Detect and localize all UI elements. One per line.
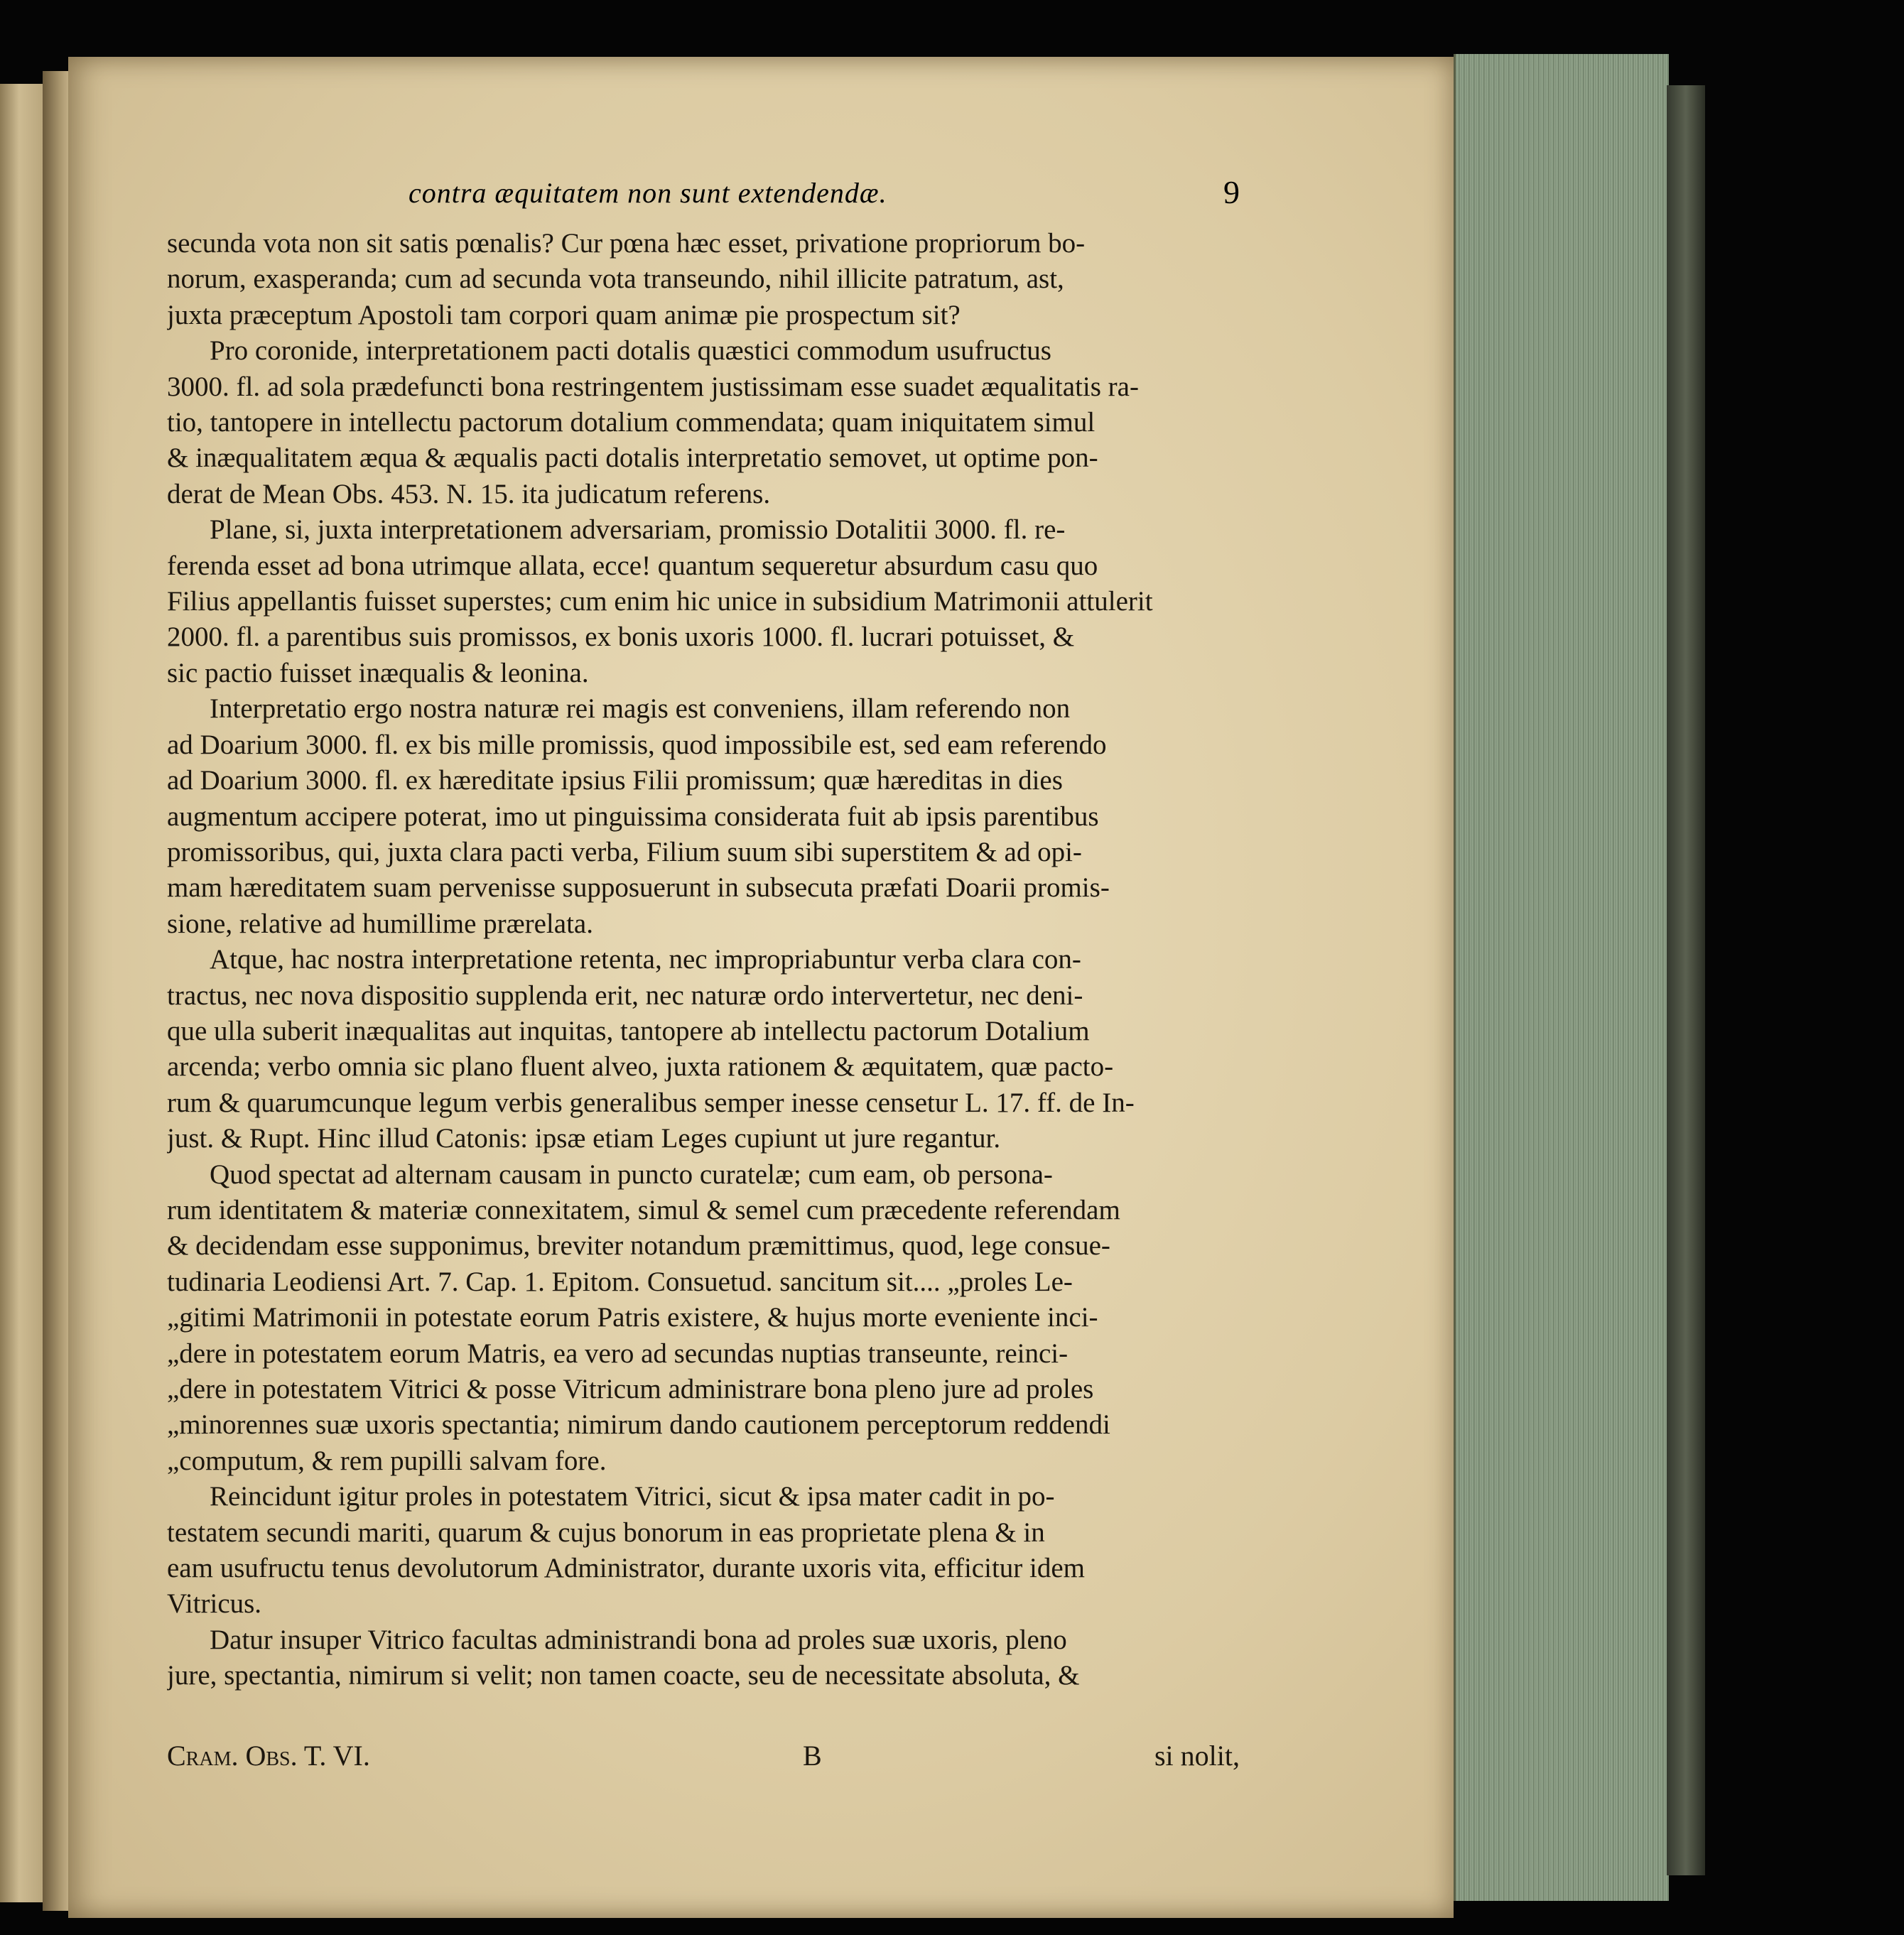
paragraph [167,1157,1240,1480]
text-line: juxta præceptum Apostoli tam corpori quam animæ pie prospectum sit? [167,299,961,330]
paragraph [167,1479,1240,1622]
text-line: promissoribus, qui, juxta clara pacti verba, Filium suum sibi superstitem & ad opi- [167,836,1082,867]
text-line: que ulla suberit inæqualitas aut inquitas, tantopere ab intellectu pactorum Dotalium [167,1015,1090,1046]
signature-line: Cram. Obs. T. VI. [167,1740,370,1772]
text-line: tudinaria Leodiensi Art. 7. Cap. 1. Epitom. Consuetud. sancitum sit.... „proles Le- [167,1266,1073,1297]
left-page-edge [0,84,45,1902]
text-line: sic pactio fuisset inæqualis & leonina. [167,657,589,688]
text-line: 3000. fl. ad sola prædefuncti bona restringentem justissimam esse suadet æqualitatis ra- [167,371,1139,402]
text-line: derat de Mean Obs. 453. N. 15. ita judicatum referens. [167,478,771,509]
text-line: ferenda esset ad bona utrimque allata, ecce! quantum sequeretur absurdum casu quo [167,550,1098,581]
text-line: & decidendam esse supponimus, breviter notandum præmittimus, quod, lege consue- [167,1230,1110,1262]
text-line: „minorennes suæ uxoris spectantia; nimirum dando cautionem perceptorum reddendi [167,1409,1110,1441]
text-line: Interpretatio ergo nostra naturæ rei magis est conveniens, illam referendo non [210,693,1071,725]
catchword: si nolit, [1154,1740,1240,1772]
paragraph [167,1622,1240,1694]
text-line: Atque, hac nostra interpretatione retenta, nec impropriabuntur verba clara con- [210,944,1081,975]
text-line: sione, relative ad humillime prærelata. [167,908,593,939]
text-line: secunda vota non sit satis pœnalis? Cur pœna hæc esset, privatione propriorum bo- [167,228,1086,259]
text-line: ad Doarium 3000. fl. ex hæreditate ipsius Filii promissum; quæ hæreditas in dies [167,765,1063,796]
text-line: Reincidunt igitur proles in potestatem Vitrici, sicut & ipsa mater cadit in po- [210,1481,1055,1512]
text-line: Quod spectat ad alternam causam in puncto curatelæ; cum eam, ob persona- [210,1159,1053,1190]
text-line: tio, tantopere in intellectu pactorum dotalium commendata; quam iniquitatem simul [167,407,1096,438]
text-line: Datur insuper Vitrico facultas administrandi bona ad proles suæ uxoris, pleno [210,1624,1067,1655]
text-line: Plane, si, juxta interpretationem adversariam, promissio Dotalitii 3000. fl. re- [210,514,1066,546]
text-line: „gitimi Matrimonii in potestate eorum Patris existere, & hujus morte eveniente inci- [167,1302,1098,1333]
text-line: ad Doarium 3000. fl. ex bis mille promissis, quod impossibile est, sed eam referendo [167,729,1107,760]
text-line: mam hæreditatem suam pervenisse supposuerunt in subsecuta præfati Doarii promis- [167,872,1110,904]
text-line: Pro coronide, interpretationem pacti dotalis quæstici commodum usufructus [210,335,1051,367]
text-line: norum, exasperanda; cum ad secunda vota transeundo, nihil illicite patratum, ast, [167,264,1064,295]
text-line: augmentum accipere poterat, imo ut pinguissima considerata fuit ab ipsis parentibus [167,801,1099,832]
paragraph [167,942,1240,1156]
text-line: just. & Rupt. Hinc illud Catonis: ipsæ etiam Leges cupiunt ut jure regantur. [167,1123,1001,1154]
text-line: jure, spectantia, nimirum si velit; non tamen coacte, seu de necessitate absoluta, & [167,1660,1080,1691]
text-line: Filius appellantis fuisset superstes; cum enim hic unice in subsidium Matrimonii attulerit [167,586,1153,617]
text-line: „dere in potestatem Vitrici & posse Vitricum administrare bona pleno jure ad proles [167,1374,1094,1404]
text-line: Vitricus. [167,1588,262,1620]
signature-mark: B [803,1740,822,1772]
page-footer [167,1739,1240,1779]
paragraph [167,691,1240,942]
page-header [167,176,1240,219]
page-body-text [167,226,1240,1694]
paragraph [167,512,1240,691]
paragraph [167,226,1240,333]
book-gutter [43,71,71,1911]
running-head: contra æquitatem non sunt extendendæ. [409,177,887,209]
text-line: 2000. fl. a parentibus suis promissos, ex bonis uxoris 1000. fl. lucrari potuisset, & [167,622,1075,653]
text-line: tractus, nec nova dispositio supplenda erit, nec naturæ ordo intervertetur, nec deni- [167,980,1083,1011]
text-line: „dere in potestatem eorum Matris, ea vero ad secundas nuptias transeunte, reinci- [167,1338,1069,1369]
text-line: arcenda; verbo omnia sic plano fluent alveo, juxta rationem & æquitatem, quæ pacto- [167,1051,1114,1083]
paragraph [167,333,1240,512]
text-line: & inæqualitatem æqua & æqualis pacti dotalis interpretatio semovet, ut optime pon- [167,443,1098,474]
text-line: rum identitatem & materiæ connexitatem, simul & semel cum præcedente referendam [167,1194,1120,1225]
book-cover-edge [1667,85,1705,1875]
page-number: 9 [1223,174,1240,210]
text-line: rum & quarumcunque legum verbis generalibus semper inesse censetur L. 17. ff. de In- [167,1087,1135,1118]
text-line: testatem secundi mariti, quarum & cujus bonorum in eas proprietate plena & in [167,1517,1045,1548]
text-line: „computum, & rem pupilli salvam fore. [167,1445,607,1476]
page-fore-edge [1454,54,1669,1901]
text-line: eam usufructu tenus devolutorum Administrator, durante uxoris vita, efficitur idem [167,1553,1086,1584]
